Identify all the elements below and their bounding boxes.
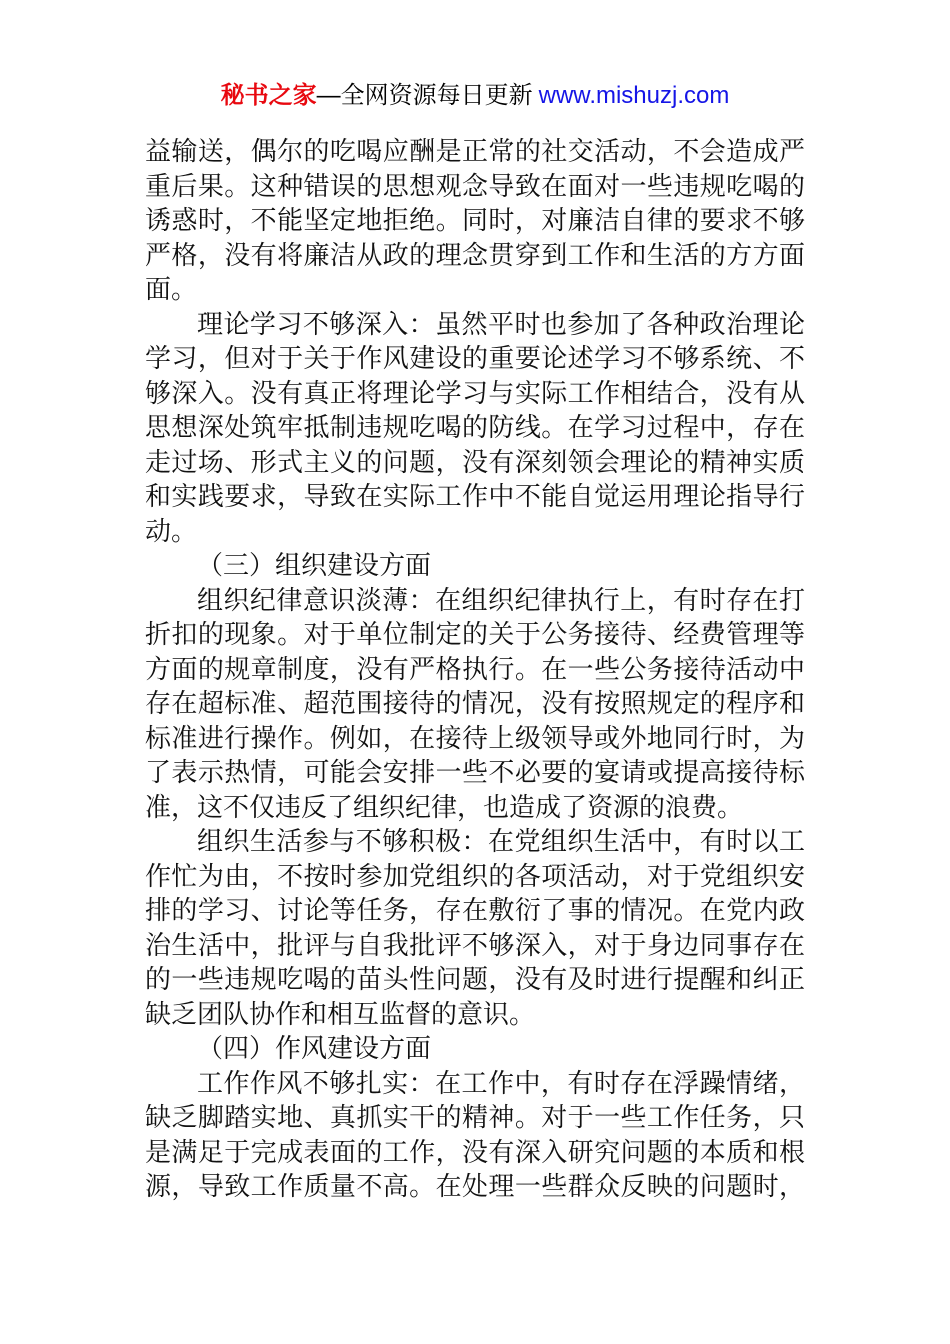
paragraph-line: 面。 (145, 275, 198, 306)
document-body (145, 135, 805, 1205)
paragraph-line: 排的学习、讨论等任务，存在敷衍了事的情况。在党内政 (145, 896, 805, 927)
paragraph-line: 学习，但对于关于作风建设的重要论述学习不够系统、不 (145, 344, 805, 375)
paragraph-line: 够深入。没有真正将理论学习与实际工作相结合，没有从 (145, 378, 805, 409)
paragraph-line: 组织生活参与不够积极：在党组织生活中，有时以工 (197, 827, 805, 858)
section-heading: （三）组织建设方面 (197, 551, 432, 582)
site-url: www.mishuzj.com (538, 82, 730, 109)
paragraph-line: 诱惑时，不能坚定地拒绝。同时，对廉洁自律的要求不够 (145, 206, 805, 237)
paragraph-line: 准，这不仅违反了组织纪律，也造成了资源的浪费。 (145, 792, 744, 823)
paragraph-line: 治生活中，批评与自我批评不够深入，对于身边同事存在 (145, 930, 805, 961)
paragraph-line: 走过场、形式主义的问题，没有深刻领会理论的精神实质 (145, 447, 805, 478)
paragraph-line: 的一些违规吃喝的苗头性问题，没有及时进行提醒和纠正 (145, 965, 805, 996)
section-heading: （四）作风建设方面 (197, 1034, 432, 1065)
paragraph-line: 缺乏脚踏实地、真抓实干的精神。对于一些工作任务，只 (145, 1103, 805, 1134)
paragraph-line: 思想深处筑牢抵制违规吃喝的防线。在学习过程中，存在 (145, 413, 805, 444)
paragraph-line: 了表示热情，可能会安排一些不必要的宴请或提高接待标 (145, 758, 805, 789)
paragraph-line: 组织纪律意识淡薄：在组织纪律执行上，有时存在打 (197, 585, 805, 616)
paragraph-line: 缺乏团队协作和相互监督的意识。 (145, 999, 536, 1030)
paragraph-line: 重后果。这种错误的思想观念导致在面对一些违规吃喝的 (145, 171, 805, 202)
paragraph-line: 标准进行操作。例如，在接待上级领导或外地同行时，为 (145, 723, 805, 754)
paragraph-line: 动。 (145, 516, 198, 547)
brand-name: 秘书之家 (220, 82, 317, 109)
paragraph-line: 存在超标准、超范围接待的情况，没有按照规定的程序和 (145, 689, 805, 720)
paragraph-line: 源，导致工作质量不高。在处理一些群众反映的问题时， (145, 1172, 805, 1203)
paragraph-line: 理论学习不够深入：虽然平时也参加了各种政治理论 (197, 309, 805, 340)
site-header (0, 83, 950, 109)
paragraph-line: 工作作风不够扎实：在工作中，有时存在浮躁情绪， (197, 1068, 805, 1099)
paragraph-line: 折扣的现象。对于单位制定的关于公务接待、经费管理等 (145, 620, 805, 651)
paragraph-line: 和实践要求，导致在实际工作中不能自觉运用理论指导行 (145, 482, 805, 513)
paragraph-line: 是满足于完成表面的工作，没有深入研究问题的本质和根 (145, 1137, 805, 1168)
paragraph-line: 严格，没有将廉洁从政的理念贯穿到工作和生活的方方面 (145, 240, 805, 271)
site-tagline: —全网资源每日更新 (316, 82, 533, 109)
paragraph-line: 益输送，偶尔的吃喝应酬是正常的社交活动，不会造成严 (145, 137, 805, 167)
paragraph-line: 作忙为由，不按时参加党组织的各项活动，对于党组织安 (145, 861, 805, 892)
paragraph-line: 方面的规章制度，没有严格执行。在一些公务接待活动中 (145, 654, 805, 685)
